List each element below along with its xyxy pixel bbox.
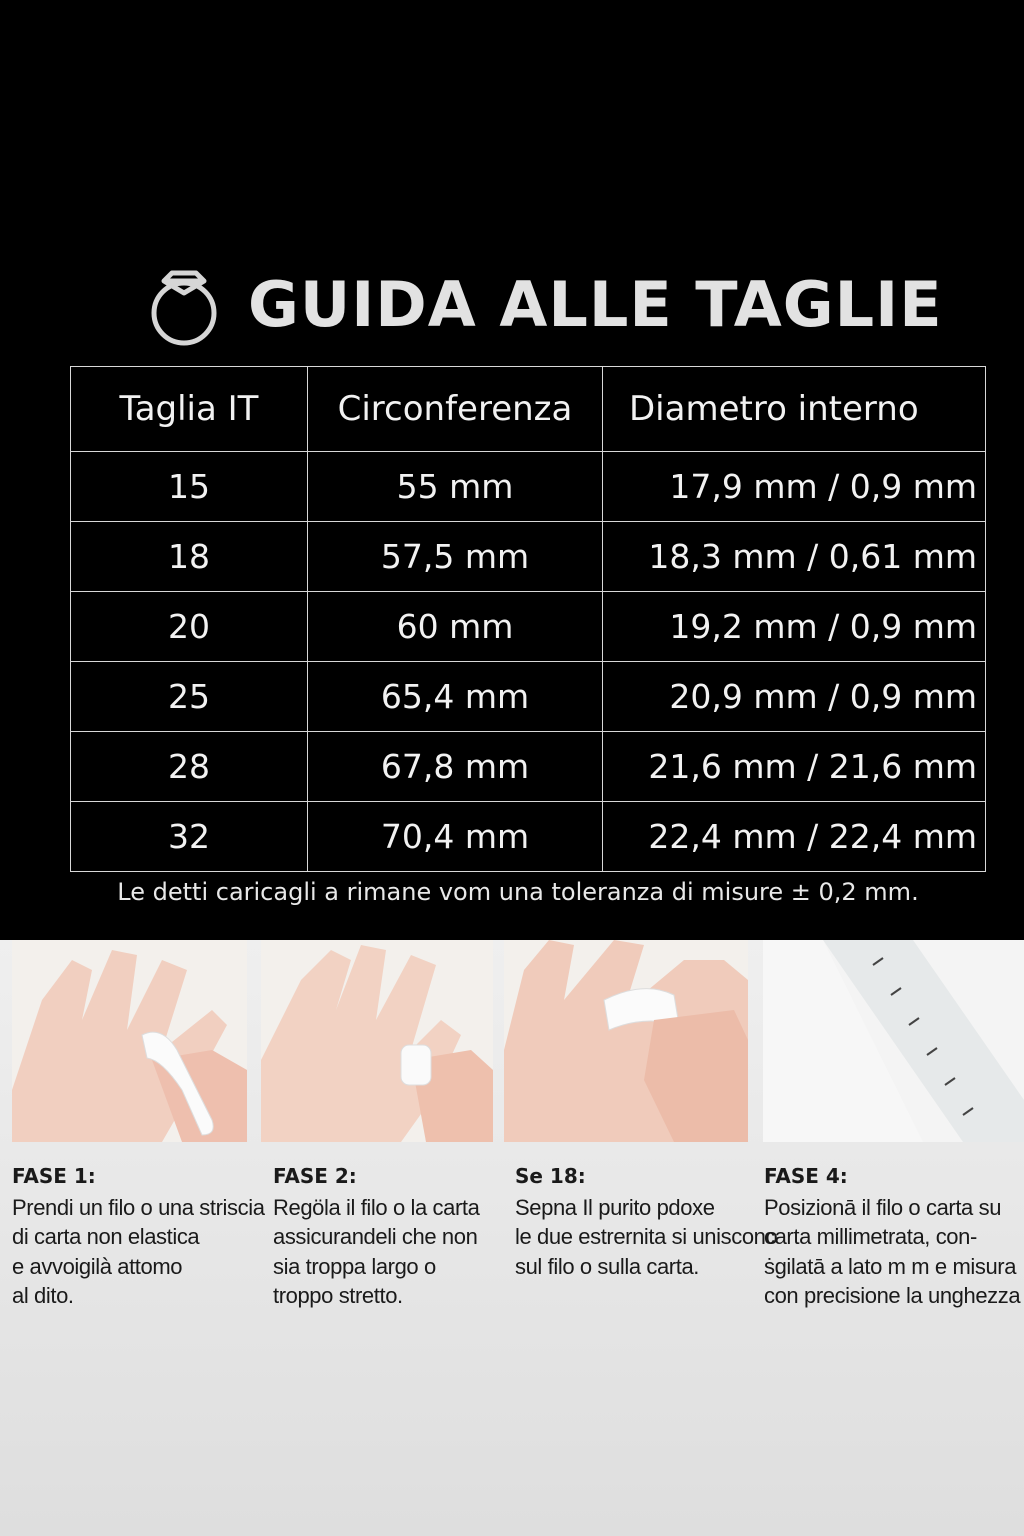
- step-4-photo: [763, 940, 1024, 1142]
- step-3-line: Sepna Il purito pdoxe: [515, 1194, 715, 1220]
- title-row: [148, 258, 943, 350]
- header-circonferenza: Circonferenza: [308, 367, 603, 452]
- step-3-label: Se 18:: [515, 1164, 586, 1188]
- step-1-label: FASE 1:: [12, 1164, 96, 1188]
- cell-diameter: 21,6 mm / 21,6 mm: [603, 732, 986, 802]
- cell-diameter: 20,9 mm / 0,9 mm: [603, 662, 986, 732]
- table-row: [71, 452, 986, 522]
- cell-size: 15: [71, 452, 308, 522]
- step-2-line: troppo stretto.: [273, 1283, 403, 1308]
- table-row: [71, 662, 986, 732]
- cell-circumference: 55 mm: [308, 452, 603, 522]
- step-1-line: Prendi un filo o una striscia: [12, 1194, 265, 1220]
- header-taglia: Taglia IT: [71, 367, 308, 452]
- table-row: [71, 732, 986, 802]
- step-3-photo: [504, 940, 748, 1142]
- header-diametro: Diametro interno: [603, 367, 986, 452]
- step-3-line: sul filo o sulla carta.: [515, 1253, 699, 1279]
- cell-circumference: 70,4 mm: [308, 802, 603, 872]
- step-4-label: FASE 4:: [764, 1164, 848, 1188]
- cell-size: 25: [71, 662, 308, 732]
- tolerance-note: Le detti caricagli a rimane vom una toleranza di misure ± 0,2 mm.: [117, 878, 919, 906]
- step-1-line: e avvoigilà attomo: [12, 1253, 183, 1279]
- step-4-line: carta millimetrata, con-: [764, 1224, 977, 1249]
- step-4-line: ṡgilatā a lato m m e misura: [764, 1253, 1017, 1279]
- step-2-photo: [261, 940, 493, 1142]
- table-row: [71, 522, 986, 592]
- cell-diameter: 19,2 mm / 0,9 mm: [603, 592, 986, 662]
- step-4-line: con precisione la unghezza: [764, 1283, 1021, 1308]
- step-1: [12, 1162, 265, 1311]
- table-row: [71, 592, 986, 662]
- table-header-row: [71, 367, 986, 452]
- cell-circumference: 67,8 mm: [308, 732, 603, 802]
- cell-circumference: 57,5 mm: [308, 522, 603, 592]
- cell-diameter: 22,4 mm / 22,4 mm: [603, 802, 986, 872]
- cell-circumference: 65,4 mm: [308, 662, 603, 732]
- cell-size: 20: [71, 592, 308, 662]
- cell-size: 32: [71, 802, 308, 872]
- step-2-line: assicurandeli che non: [273, 1224, 478, 1249]
- ring-icon: [148, 259, 220, 349]
- step-2-label: FASE 2:: [273, 1164, 357, 1188]
- step-2-line: sia troppa largo o: [273, 1253, 436, 1279]
- cell-diameter: 18,3 mm / 0,61 mm: [603, 522, 986, 592]
- size-table: [70, 366, 986, 872]
- step-1-photo: [12, 940, 247, 1142]
- step-4: [764, 1162, 1020, 1311]
- cell-size: 18: [71, 522, 308, 592]
- step-2-line: Regöla il filo o la carta: [273, 1194, 480, 1220]
- step-3: [515, 1162, 777, 1281]
- step-1-line: di carta non elastica: [12, 1224, 200, 1249]
- step-4-line: Posizionā il filo o carta su: [764, 1194, 1002, 1220]
- table-row: [71, 802, 986, 872]
- step-1-line: al dito.: [12, 1283, 74, 1308]
- cell-size: 28: [71, 732, 308, 802]
- cell-circumference: 60 mm: [308, 592, 603, 662]
- step-3-line: le due estrernita si uniscono: [515, 1224, 778, 1249]
- cell-diameter: 17,9 mm / 0,9 mm: [603, 452, 986, 522]
- step-2: [273, 1162, 479, 1311]
- page-title: GUIDA ALLE TAGLIE: [248, 267, 943, 341]
